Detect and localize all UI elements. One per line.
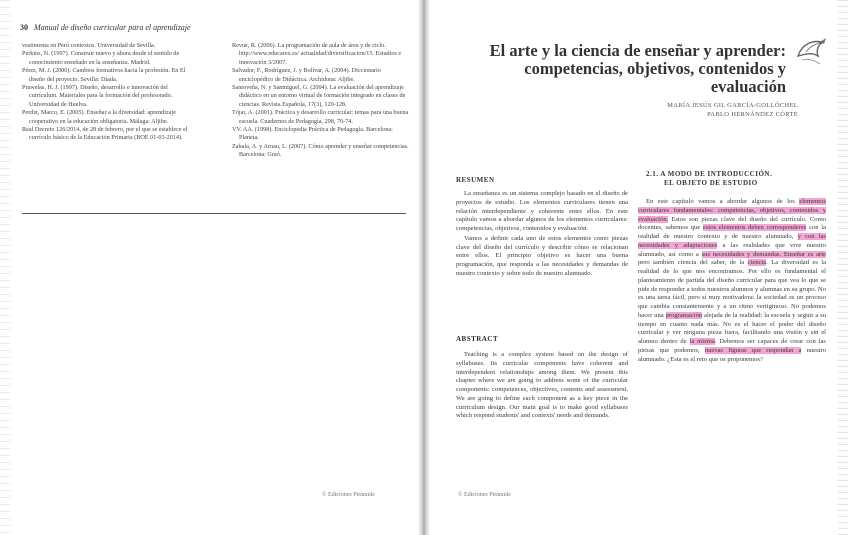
running-head-title: Manual de diseño curricular para el aprendizaje: [34, 23, 191, 32]
highlighted-text: la misma: [689, 338, 715, 345]
publisher-footer: © Ediciones Pirámide: [322, 492, 375, 498]
highlighted-text: estos elementos deben corresponderse: [702, 224, 807, 232]
body-text: . La diversidad es la realidad de lo que nos encontramos. Por ello es fundamental el planteamiento de partida del diseño curricular para que vea lo que se pide de responder a todos nuestros alumnos y alumnas en su grupo. No es una tarea fácil, pero sí muy motivadora: la sociedad es un proceso que cambia constantemente y a un ritmo vertiginoso. No podemos hacer una: [638, 259, 826, 319]
body-text: a las realidades que vive nuestro alumnado, así como a: [638, 241, 826, 258]
reference-entry: Santoveña, N. y Sanmiguel, G. (2004). La evaluación del aprendizaje didáctico en un entorno virtual de formación integrado en clases de ciencias. Revista Española, 17(3), 120-128.: [232, 84, 406, 108]
reference-entry: Salvador, F., Rodríguez, J. y Bolívar, A. (2004). Diccionario enciclopédico de Didáctica. Archidona: Aljibe.: [232, 67, 381, 83]
reference-entry: VV. AA. (1998). Enciclopedia Práctica de Pedagogía. Barcelona: Planeta.: [232, 126, 393, 142]
highlighted-text: nuevas figuras que respondan a: [704, 346, 802, 354]
body-text: En este capítulo vamos a abordar algunos de los: [646, 198, 800, 205]
introduction-heading-line: 2.1. A MODO DE INTRODUCCIÓN.: [646, 170, 773, 178]
introduction-body: [638, 198, 826, 364]
abstract-body: [456, 351, 628, 421]
reference-entry: Perdiz, Marco, E. (2005). Enseñar a la diversidad: aprendizaje cooperativo en la educación obligatoria. Málaga: Aljibe.: [22, 109, 176, 125]
introduction-heading: [646, 170, 772, 188]
book-gutter: [418, 0, 430, 535]
body-text: alejada de la realidad: la escuela y seguir a su tiempo en cuanto nada más. No es el hacer el poder del diseño curricular y ver ninguna pieza fuera, facilitando una visión y sin el alumno dentro de: [638, 311, 826, 345]
chapter-authors: [634, 101, 798, 119]
scan-edge-noise: [0, 0, 10, 535]
highlighted-text: sus necesidades y demandas. Enseñar es arte: [701, 250, 826, 258]
resumen-paragraph: Vamos a definir cada uno de estos elementos como piezas clave del diseño del currículo y describir cómo se relacionan entre ellos. El principio objetivo es hacer una buena programación, que responda a las necesidades y demandas de nuestro contexto y sobre todo de nuestro alumnado.: [456, 234, 628, 277]
abstract-paragraph: Teaching is a complex system based on the design of syllabuses. Its curricular components have coherent and interdependent relationships among them. We present this chapter where we are going to address some of the curricular components: competences, objectives, contents and assessment. We are going to define each component as a key piece in the curriculum design. Our main goal is to make good syllabuses which respond students' and contexts' needs and demands.: [456, 351, 628, 420]
reference-entry: vestimenta en Perú contextos. Universidad de Sevilla.: [22, 42, 156, 49]
body-text: pero también ciencia del saber, de la: [638, 259, 748, 267]
resumen-paragraph: La enseñanza es un sistema complejo basado en el diseño de proyectos de estudio. Los elementos curriculares tienen una relación interdependiente y coherente entre ellos. En este capítulo vamos a abordar algunos de los elementos curriculares: competencias, objetivos, contenidos y evaluación.: [456, 190, 628, 232]
resumen-heading: RESUMEN: [456, 176, 495, 184]
highlighted-text: programación: [665, 311, 703, 319]
page-number: 30: [20, 23, 28, 32]
body-text: Estos son piezas clave del diseño del currículo. Como docentes, sabemos que: [638, 215, 826, 232]
body-text: con la realidad de nuestro contexto y de nuestro alumnado,: [638, 224, 826, 240]
abstract-heading: ABSTRACT: [456, 335, 499, 343]
introduction-heading-line: EL OBJETO DE ESTUDIO: [664, 179, 758, 187]
reference-entry: Prawelas, H. J. (1997). Diseño, desarrollo e innovación del currículum. Materiales para la formación del profesorado. Universidad de Huelva.: [22, 84, 173, 108]
highlighted-text: y con las necesidades y adaptaciones: [638, 233, 826, 249]
publisher-footer: © Ediciones Pirámide: [458, 492, 511, 498]
references-column-right: [232, 42, 410, 160]
reference-entry: Zabala, A. y Arnau, L. (2007). Cómo aprender y enseñar competencias. Barcelona: Graó.: [232, 142, 409, 159]
stylized-bird-logo-icon: [792, 30, 832, 70]
section-divider: [22, 213, 406, 214]
introduction-paragraph: [638, 198, 826, 364]
highlighted-text: ciencia: [747, 259, 767, 267]
author-name: MARÍA JESÚS GIL GARCÍA-GOLLÓCHEL: [667, 102, 798, 109]
highlighted-text: elementos curriculares fundamentales: competencias, objetivos, contenidos y evaluación.: [638, 198, 826, 223]
reference-entry: Real Decreto 126/2014, de 28 de febrero, por el que se establece el currículo básico de la Educación Primaria (BOE 01-03-2014).: [22, 126, 188, 142]
chapter-title: El arte y la ciencia de enseñar y aprender: competencias, objetivos, contenidos y evaluación: [489, 41, 786, 96]
resumen-body: [456, 190, 628, 279]
right-page: [424, 0, 848, 535]
author-name: PABLO HERNÁNDEZ CÓRTE: [707, 111, 798, 118]
running-head: [20, 23, 191, 32]
reference-entry: Perkins, N. (1997). Construir nuevo y ahora desde el sentido de conocimiento enseñado en la enseñanza. Madrid.: [22, 50, 180, 66]
body-text: . Debemos ser capaces de crear con las piezas que podemos,: [638, 338, 826, 354]
body-text: nuestro alumnado. ¿Esta es el reto que os proponemos?: [638, 346, 826, 363]
reference-entry: Pérez, M. J. (2000). Cambios formativos hacia la profesión. En El diseño del proyecto. Sevilla: Díada.: [22, 67, 186, 83]
scan-edge-noise: [838, 0, 848, 535]
reference-entry: Tójar, A. (2001). Práctica y desarrollo curricular: temas para una buena escuela. Cuadernos de Pedagogía, 298, 70-74.: [232, 109, 409, 125]
references-column-left: [22, 42, 198, 143]
reference-entry: Revue, R. (2006). La programación de aula de área y de ciclo. http://www.educarex.es/ actualidad/diversificacion/15. Estudios e innovación 3/2007.: [232, 42, 402, 66]
